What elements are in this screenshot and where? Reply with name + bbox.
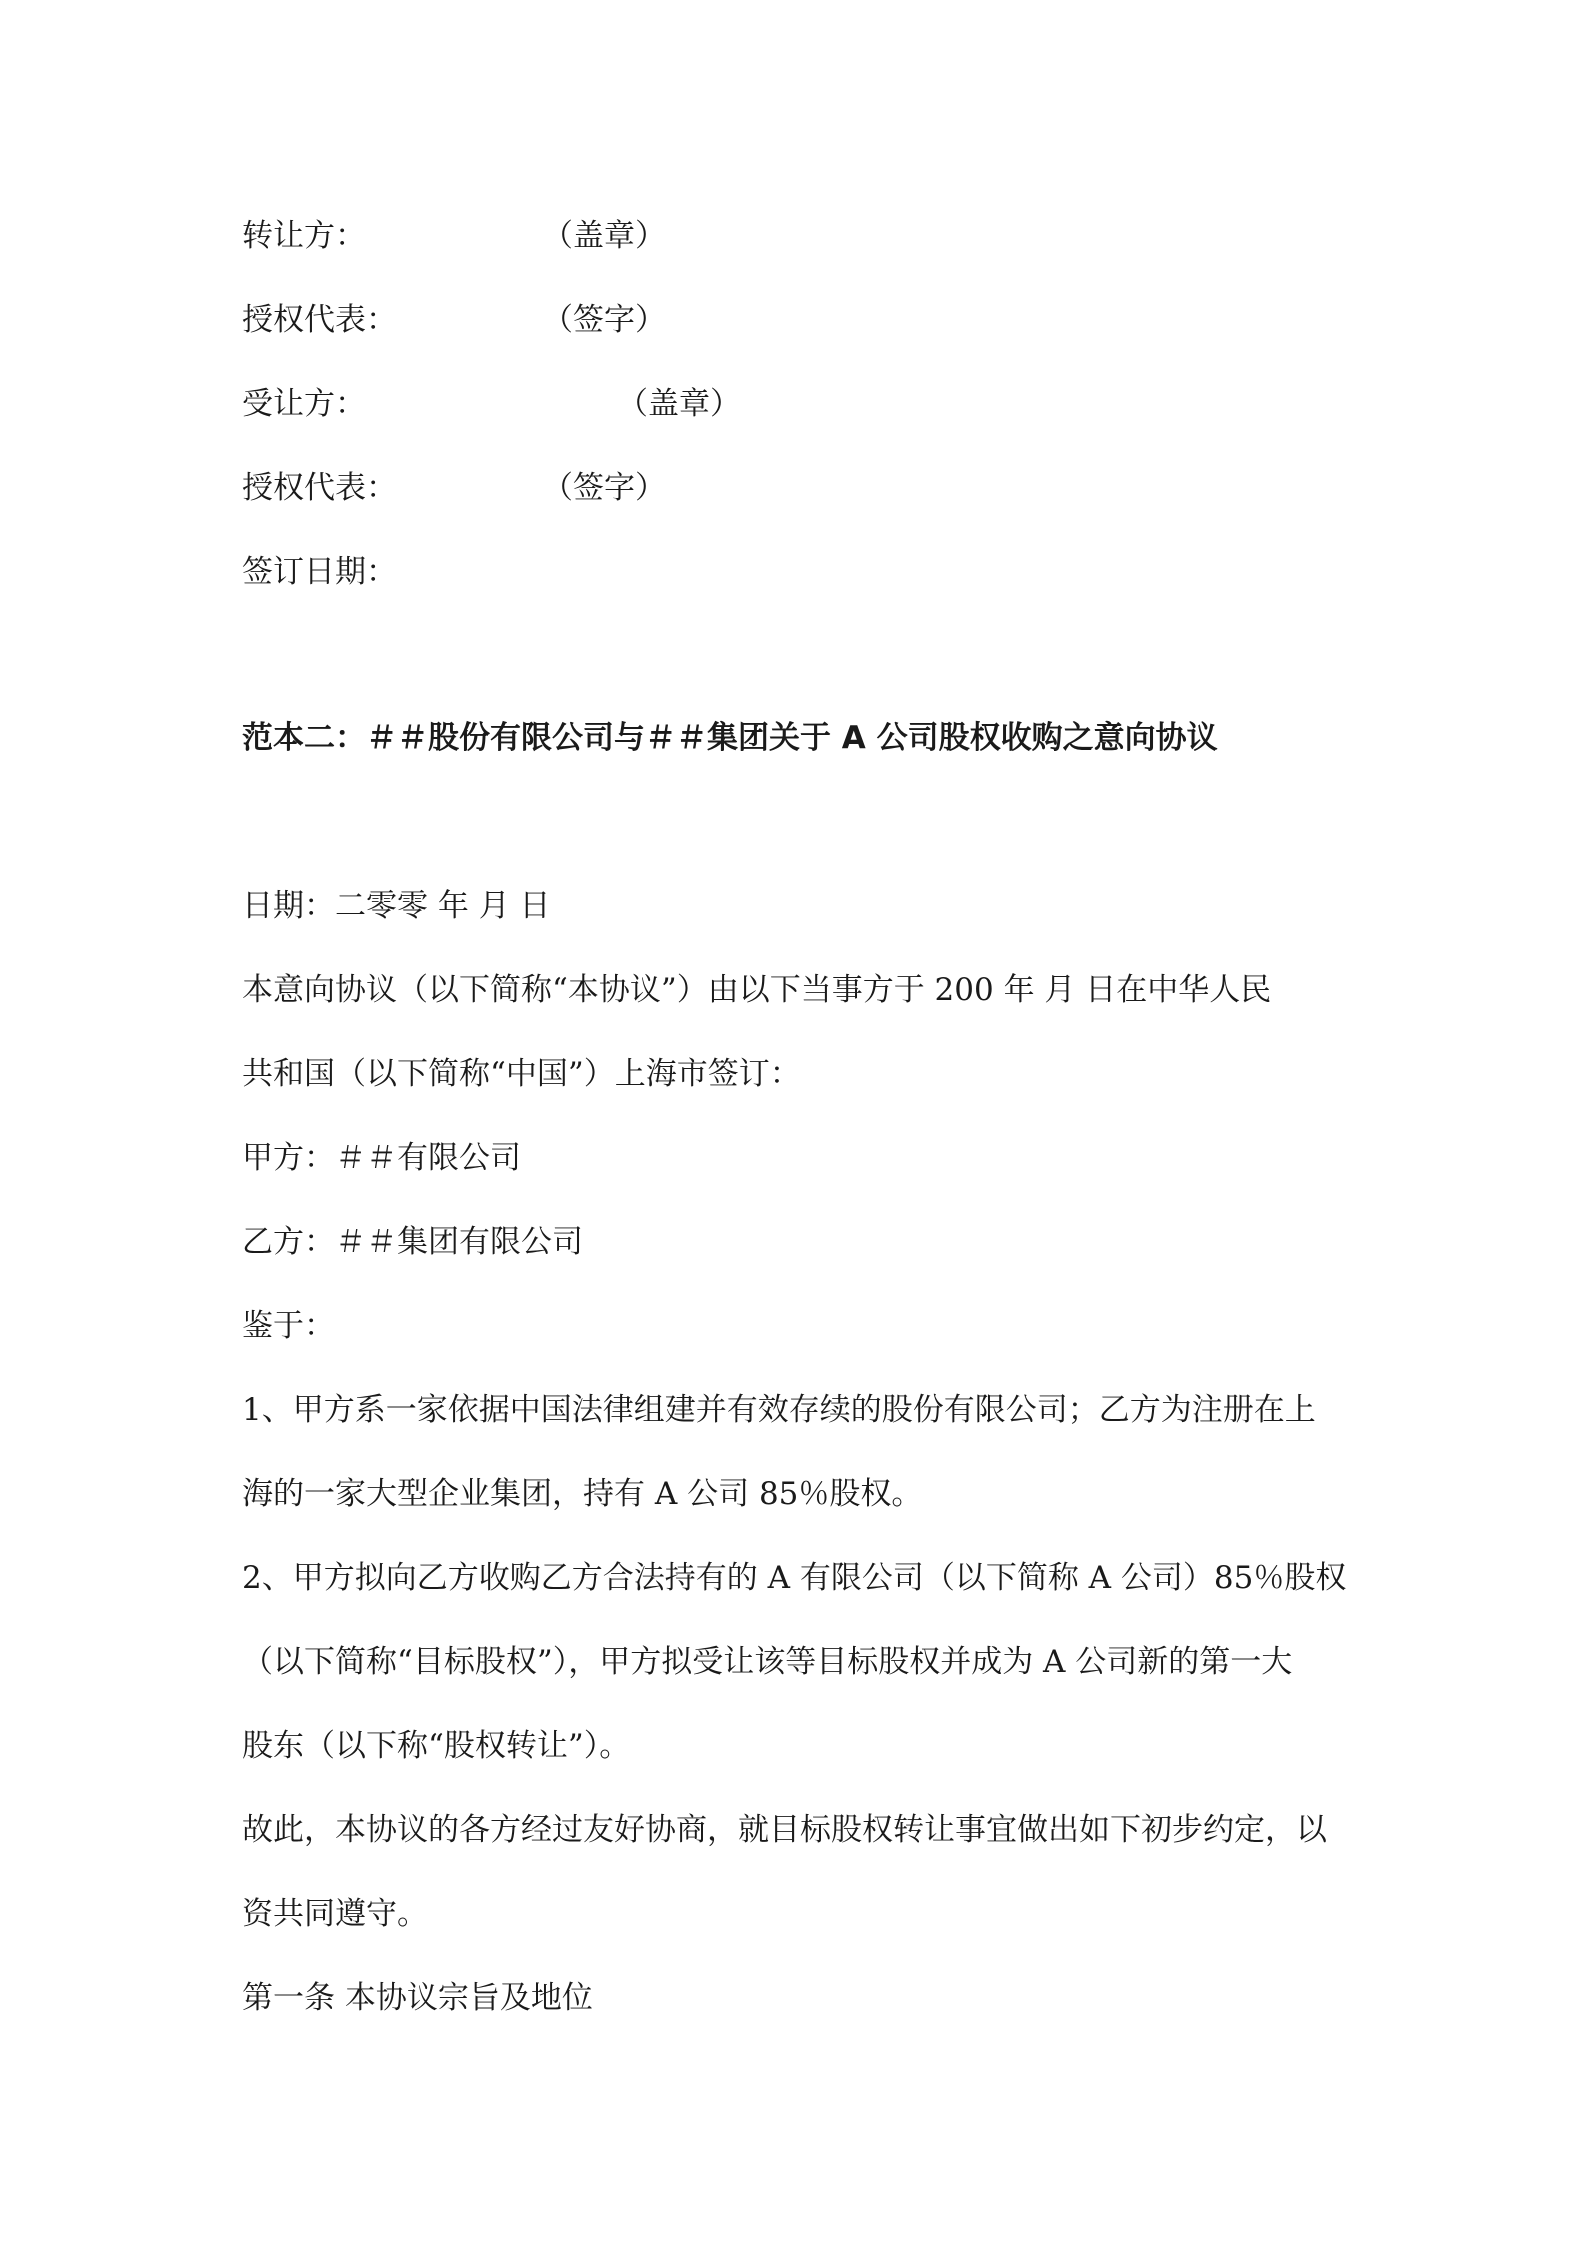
signature-mark: （盖章） bbox=[542, 218, 666, 254]
paragraph-line: 资共同遵守。 bbox=[242, 1896, 428, 1932]
recital-1-line: 1、甲方系一家依据中国法律组建并有效存续的股份有限公司；乙方为注册在上 bbox=[242, 1392, 1316, 1428]
signature-row-representative-2 bbox=[242, 468, 666, 508]
signature-mark: （盖章） bbox=[617, 386, 741, 422]
recital-2-line: 股东（以下称“股权转让”）。 bbox=[242, 1728, 631, 1764]
paragraph-line: 故此，本协议的各方经过友好协商，就目标股权转让事宜做出如下初步约定，以 bbox=[242, 1812, 1327, 1848]
signature-row-transferor bbox=[242, 216, 666, 256]
recitals-heading: 鉴于： bbox=[242, 1308, 335, 1344]
signature-label: 签订日期： bbox=[242, 554, 397, 590]
party-a-line: 甲方：＃＃有限公司 bbox=[242, 1140, 521, 1176]
party-b-line: 乙方：＃＃集团有限公司 bbox=[242, 1224, 583, 1260]
signature-label: 授权代表： bbox=[242, 302, 397, 338]
signature-label: 受让方： bbox=[242, 386, 366, 422]
section-title: 范本二：＃＃股份有限公司与＃＃集团关于 A 公司股权收购之意向协议 bbox=[242, 720, 1218, 756]
paragraph-line: 本意向协议（以下简称“本协议”）由以下当事方于 200 年 月 日在中华人民 bbox=[242, 972, 1272, 1008]
signature-row-date bbox=[242, 552, 542, 592]
signature-label: 转让方： bbox=[242, 218, 366, 254]
recital-2-line: 2、甲方拟向乙方收购乙方合法持有的 A 有限公司（以下简称 A 公司）85％股权 bbox=[242, 1560, 1347, 1596]
signature-row-transferee bbox=[242, 384, 741, 424]
paragraph-line: 共和国（以下简称“中国”）上海市签订： bbox=[242, 1056, 801, 1092]
agreement-date-line: 日期：二零零 年 月 日 bbox=[242, 888, 551, 924]
recital-2-line: （以下简称“目标股权”），甲方拟受让该等目标股权并成为 A 公司新的第一大 bbox=[242, 1644, 1293, 1680]
article-1-heading: 第一条 本协议宗旨及地位 bbox=[242, 1980, 593, 2016]
signature-mark: （签字） bbox=[542, 470, 666, 506]
recital-1-line: 海的一家大型企业集团，持有 A 公司 85％股权。 bbox=[242, 1476, 923, 1512]
signature-row-representative-1 bbox=[242, 300, 666, 340]
signature-label: 授权代表： bbox=[242, 470, 397, 506]
signature-mark: （签字） bbox=[542, 302, 666, 338]
